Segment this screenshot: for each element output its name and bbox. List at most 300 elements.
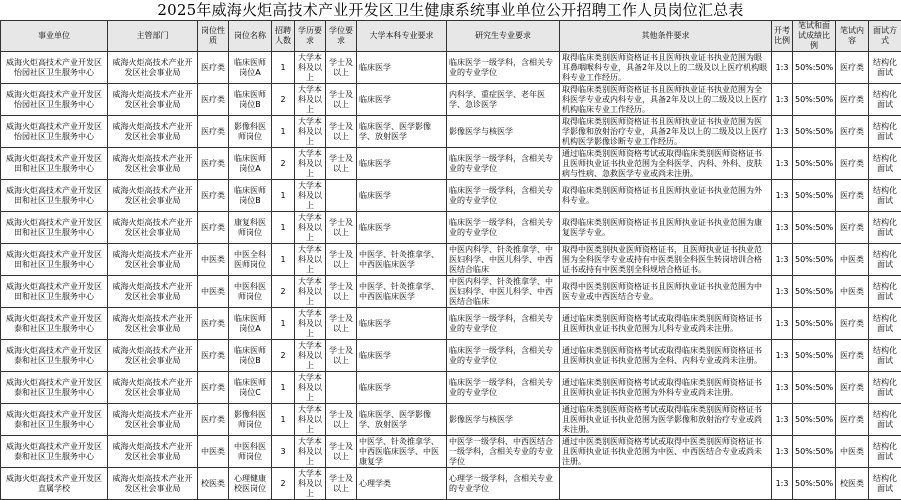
cell-text: 中医内科学、针灸推拿学、中医妇科学、中医儿科学、中西医结合临床	[449, 244, 553, 274]
cell-text: 校医类	[840, 478, 864, 488]
cell-exam-ratio	[772, 116, 793, 148]
cell-text: 临床医学	[359, 190, 391, 200]
table-row	[1, 404, 901, 436]
cell-unit	[1, 404, 108, 436]
cell-text: 结构化面试	[873, 345, 897, 365]
cell-text: 临床医师岗位A	[234, 313, 266, 333]
cell-text: 威海火炬高技术产业开发区直属学校	[6, 473, 102, 493]
cell-post-name	[229, 84, 272, 116]
cell-exam-ratio	[772, 372, 793, 404]
cell-text: 通过临床类别医师资格考试或取得临床类别医师资格证书且医师执业证书执业范围为全科、内科专业或尚未注册。	[562, 345, 762, 365]
cell-text: 医疗类	[840, 94, 864, 104]
cell-text: 大学本科及以上	[298, 468, 322, 498]
cell-text: 临床医学	[359, 62, 391, 72]
cell-text: 威海火炬高技术产业开发区怡园社区卫生服务中心	[6, 57, 102, 77]
cell-written-exam	[836, 340, 869, 372]
cell-post-type	[198, 116, 229, 148]
cell-text: 威海火炬高技术产业开发区社会事业局	[112, 377, 193, 397]
cell-text: 1:3	[775, 286, 789, 296]
cell-exam-ratio	[772, 308, 793, 340]
cell-text: 医疗类	[840, 222, 864, 232]
cell-post-name	[229, 468, 272, 500]
cell-graduate-major	[447, 148, 560, 180]
cell-department	[108, 180, 198, 212]
cell-score-ratio	[793, 116, 836, 148]
cell-text: 3	[280, 446, 286, 456]
cell-graduate-major	[447, 372, 560, 404]
cell-degree	[326, 52, 357, 84]
cell-text: 医疗类	[840, 318, 864, 328]
cell-other-requirements	[560, 468, 772, 500]
cell-text: 1:3	[775, 446, 789, 456]
cell-text: 50%:50%	[795, 318, 833, 328]
cell-unit	[1, 212, 108, 244]
cell-text: 威海火炬高技术产业开发区泰和社区卫生服务中心	[6, 409, 102, 429]
cell-exam-ratio	[772, 148, 793, 180]
cell-undergrad-major	[357, 468, 447, 500]
cell-post-type	[198, 436, 229, 468]
cell-graduate-major	[447, 340, 560, 372]
cell-post-name	[229, 148, 272, 180]
cell-text: 结构化面试	[873, 121, 897, 141]
column-header-unit: 事业单位	[1, 21, 108, 52]
column-header-post-type: 岗位性质	[198, 21, 229, 52]
cell-headcount	[272, 436, 295, 468]
cell-unit	[1, 436, 108, 468]
cell-interview-method	[869, 404, 901, 436]
cell-text: 威海火炬高技术产业开发区泰和社区卫生服务中心	[6, 345, 102, 365]
cell-text: 医疗类	[201, 62, 225, 72]
cell-score-ratio	[793, 404, 836, 436]
cell-interview-method	[869, 276, 901, 308]
cell-unit	[1, 276, 108, 308]
cell-text: 通过临床类别医师资格考试或取得临床类别医师资格证书且医师执业证书执业范围为儿科专业或尚未注册。	[562, 313, 762, 333]
cell-other-requirements	[560, 372, 772, 404]
cell-text: 50%:50%	[795, 478, 833, 488]
cell-education	[295, 340, 326, 372]
column-header-headcount: 招聘人数	[272, 21, 295, 52]
cell-interview-method	[869, 468, 901, 500]
cell-undergrad-major	[357, 84, 447, 116]
cell-text: 学士及以上	[329, 345, 353, 365]
cell-unit	[1, 116, 108, 148]
cell-text: 大学本科及以上	[298, 212, 322, 242]
cell-post-name	[229, 244, 272, 276]
cell-interview-method	[869, 180, 901, 212]
cell-headcount	[272, 404, 295, 436]
table-row	[1, 148, 901, 180]
cell-headcount	[272, 308, 295, 340]
cell-text: 威海火炬高技术产业开发区社会事业局	[112, 473, 193, 493]
cell-score-ratio	[793, 84, 836, 116]
column-header-post-name: 岗位名称	[229, 21, 272, 52]
cell-text: 1:3	[775, 190, 789, 200]
cell-degree	[326, 308, 357, 340]
cell-written-exam	[836, 52, 869, 84]
cell-post-type	[198, 212, 229, 244]
cell-written-exam	[836, 180, 869, 212]
cell-exam-ratio	[772, 276, 793, 308]
cell-degree	[326, 116, 357, 148]
cell-graduate-major	[447, 436, 560, 468]
cell-text: 影像医学与核医学	[449, 126, 513, 136]
cell-text: 大学本科及以上	[298, 404, 322, 434]
cell-text: 威海火炬高技术产业开发区社会事业局	[112, 57, 193, 77]
cell-degree	[326, 436, 357, 468]
cell-text: 取得中医类别执业医师资格证书，且医师执业证书执业范围为全科医学专业或持有中医类别全科医生转岗培训合格证书或持有中医类别全科规培合格证书。	[562, 244, 762, 274]
cell-unit	[1, 340, 108, 372]
cell-text: 50%:50%	[795, 126, 833, 136]
cell-post-name	[229, 404, 272, 436]
cell-text: 学士及以上	[329, 121, 353, 141]
cell-text: 1:3	[775, 62, 789, 72]
cell-undergrad-major	[357, 404, 447, 436]
cell-text: 临床医学一级学科，含相关专业的专业学位	[449, 153, 553, 173]
cell-text: 50%:50%	[795, 190, 833, 200]
cell-other-requirements	[560, 84, 772, 116]
cell-text: 临床医学一级学科，含相关专业的专业学位	[449, 377, 553, 397]
cell-text: 医疗类	[840, 62, 864, 72]
cell-written-exam	[836, 308, 869, 340]
cell-headcount	[272, 116, 295, 148]
cell-text: 50%:50%	[795, 62, 833, 72]
cell-undergrad-major	[357, 180, 447, 212]
cell-text: 1	[280, 126, 286, 136]
cell-text: 威海火炬高技术产业开发区田和社区卫生服务中心	[6, 185, 102, 205]
cell-interview-method	[869, 84, 901, 116]
cell-text: 1	[280, 318, 286, 328]
cell-score-ratio	[793, 308, 836, 340]
cell-text: 中医科医师岗位	[234, 441, 266, 461]
cell-score-ratio	[793, 148, 836, 180]
cell-text: 威海火炬高技术产业开发区社会事业局	[112, 217, 193, 237]
cell-text: 结构化面试	[873, 153, 897, 173]
cell-post-type	[198, 308, 229, 340]
cell-department	[108, 308, 198, 340]
cell-score-ratio	[793, 468, 836, 500]
cell-undergrad-major	[357, 244, 447, 276]
cell-text: 大学本科及以上	[298, 308, 322, 338]
cell-text: 1:3	[775, 414, 789, 424]
cell-written-exam	[836, 436, 869, 468]
table-row	[1, 52, 901, 84]
cell-text: 医疗类	[840, 350, 864, 360]
cell-text: 医疗类	[201, 158, 225, 168]
cell-text: 临床医学、医学影像学、放射医学	[359, 121, 431, 141]
cell-text: 威海火炬高技术产业开发区怡园社区卫生服务中心	[6, 121, 102, 141]
cell-text: 通过临床类别医师资格考试或取得临床类别医师资格证书且医师执业证书执业范围为全科医学、内科、外科、皮肤病与性病、急救医学专业或尚未注册。	[562, 148, 762, 178]
table-row	[1, 116, 901, 148]
cell-text: 取得临床类别医师资格证书且医师执业证书执业范围为医学影像和放射治疗专业，具备2年及以上的二级及以上医疗机构医学影像诊断专业工作经历。	[562, 116, 768, 146]
cell-text: 通过临床类别医师资格考试或取得临床类别医师资格证书且医师执业证书执业范围为医学影像和放射治疗专业或尚未注册。	[562, 404, 762, 434]
cell-text: 医疗类	[201, 318, 225, 328]
column-header-exam-ratio: 开考比例	[772, 21, 793, 52]
cell-graduate-major	[447, 212, 560, 244]
cell-department	[108, 148, 198, 180]
cell-text: 学士及以上	[329, 313, 353, 333]
column-header-other-requirements: 其他条件要求	[560, 21, 772, 52]
cell-written-exam	[836, 212, 869, 244]
cell-education	[295, 372, 326, 404]
cell-score-ratio	[793, 212, 836, 244]
page-title: 2025年威海火炬高技术产业开发区卫生健康系统事业单位公开招聘工作人员岗位汇总表	[157, 1, 744, 19]
cell-text: 临床医师岗位B	[234, 345, 266, 365]
cell-exam-ratio	[772, 468, 793, 500]
cell-post-type	[198, 276, 229, 308]
cell-post-type	[198, 84, 229, 116]
cell-text: 大学本科及以上	[298, 116, 322, 146]
cell-text: 结构化面试	[873, 377, 897, 397]
cell-text: 中医学一级学科、中西医结合一级学科，含相关专业的专业学位	[449, 436, 553, 466]
cell-text: 影像科医师岗位	[234, 121, 266, 141]
cell-written-exam	[836, 404, 869, 436]
cell-headcount	[272, 276, 295, 308]
cell-education	[295, 244, 326, 276]
cell-text: 大学本科及以上	[298, 372, 322, 402]
cell-interview-method	[869, 308, 901, 340]
cell-text: 威海火炬高技术产业开发区社会事业局	[112, 345, 193, 365]
cell-text: 学士及以上	[329, 249, 353, 269]
cell-text: 威海火炬高技术产业开发区田和社区卫生服务中心	[6, 281, 102, 301]
cell-text: 50%:50%	[795, 382, 833, 392]
cell-text: 临床医学一级学科，含相关专业的专业学位	[449, 217, 553, 237]
table-header-row	[1, 21, 901, 52]
cell-post-name	[229, 372, 272, 404]
cell-headcount	[272, 372, 295, 404]
cell-text: 通过中医类别医师资格考试或取得中医类别医师资格证书且医师执业证书执业范围为中医、中西医结合专业或尚未注册。	[562, 436, 762, 466]
cell-education	[295, 276, 326, 308]
cell-unit	[1, 84, 108, 116]
cell-graduate-major	[447, 404, 560, 436]
cell-text: 心理学一级学科，含相关专业的专业学位	[449, 473, 553, 493]
cell-post-type	[198, 52, 229, 84]
cell-text: 1:3	[775, 126, 789, 136]
cell-text: 临床医学	[359, 382, 391, 392]
cell-text: 通过临床类别医师资格考试或取得临床类别医师资格证书且医师执业证书执业范围为外科专业或尚未注册。	[562, 377, 762, 397]
cell-text: 2	[280, 478, 286, 488]
cell-other-requirements	[560, 340, 772, 372]
cell-post-name	[229, 436, 272, 468]
cell-text: 2	[280, 286, 286, 296]
cell-post-name	[229, 52, 272, 84]
cell-undergrad-major	[357, 308, 447, 340]
cell-post-name	[229, 276, 272, 308]
cell-text: 1	[280, 382, 286, 392]
cell-interview-method	[869, 148, 901, 180]
cell-post-name	[229, 340, 272, 372]
cell-text: 50%:50%	[795, 254, 833, 264]
cell-text: 中医类	[201, 254, 225, 264]
cell-graduate-major	[447, 244, 560, 276]
cell-text: 影像医学与核医学	[449, 414, 513, 424]
column-header-written-exam: 笔试内容	[836, 21, 869, 52]
cell-headcount	[272, 212, 295, 244]
cell-text: 结构化面试	[873, 217, 897, 237]
cell-degree	[326, 276, 357, 308]
cell-text: 中医内科学、针灸推拿学、中医妇科学、中医儿科学、中西医结合临床	[449, 276, 553, 306]
cell-text: 结构化面试	[873, 249, 897, 269]
cell-department	[108, 436, 198, 468]
cell-text: 医疗类	[201, 382, 225, 392]
cell-unit	[1, 148, 108, 180]
cell-text: 学士及以上	[329, 473, 353, 493]
cell-graduate-major	[447, 116, 560, 148]
cell-text: 1:3	[775, 478, 789, 488]
cell-department	[108, 468, 198, 500]
cell-text: 中医类	[840, 254, 864, 264]
cell-written-exam	[836, 468, 869, 500]
cell-text: 50%:50%	[795, 350, 833, 360]
cell-undergrad-major	[357, 276, 447, 308]
cell-text: 临床医学	[359, 350, 391, 360]
cell-text: 取得临床类别医师资格证书且医师执业证书执业范围为康复医学专业。	[562, 217, 762, 237]
cell-score-ratio	[793, 276, 836, 308]
cell-text: 取得中医类别医师资格证书且医师执业证书执业范围为中医专业或中西医结合专业。	[562, 281, 762, 301]
cell-degree	[326, 84, 357, 116]
cell-other-requirements	[560, 148, 772, 180]
table-row	[1, 180, 901, 212]
cell-degree	[326, 212, 357, 244]
column-header-score-ratio: 笔试和面试成绩比例	[793, 21, 836, 52]
cell-post-name	[229, 212, 272, 244]
cell-education	[295, 212, 326, 244]
cell-text: 内科学、重症医学、老年医学、急诊医学	[449, 89, 545, 109]
cell-exam-ratio	[772, 340, 793, 372]
cell-text: 1:3	[775, 94, 789, 104]
cell-department	[108, 404, 198, 436]
cell-unit	[1, 52, 108, 84]
cell-education	[295, 148, 326, 180]
cell-text: 临床医师岗位C	[234, 377, 266, 397]
cell-text: 医疗类	[840, 382, 864, 392]
cell-other-requirements	[560, 212, 772, 244]
cell-undergrad-major	[357, 148, 447, 180]
column-header-education: 学历要求	[295, 21, 326, 52]
cell-text: 威海火炬高技术产业开发区社会事业局	[112, 281, 193, 301]
cell-exam-ratio	[772, 180, 793, 212]
cell-undergrad-major	[357, 116, 447, 148]
cell-undergrad-major	[357, 340, 447, 372]
table-row	[1, 436, 901, 468]
cell-text: 50%:50%	[795, 446, 833, 456]
cell-text: 1	[280, 62, 286, 72]
cell-education	[295, 116, 326, 148]
cell-text: 结构化面试	[873, 473, 897, 493]
cell-text: 影像科医师岗位	[234, 409, 266, 429]
cell-undergrad-major	[357, 52, 447, 84]
cell-text: 50%:50%	[795, 286, 833, 296]
cell-score-ratio	[793, 180, 836, 212]
table-row	[1, 84, 901, 116]
cell-exam-ratio	[772, 244, 793, 276]
cell-unit	[1, 244, 108, 276]
cell-text: 1	[280, 222, 286, 232]
cell-text: 临床医学	[359, 318, 391, 328]
cell-headcount	[272, 180, 295, 212]
cell-text: 临床医学一级学科，含相关专业的专业学位	[449, 345, 553, 365]
cell-text: 威海火炬高技术产业开发区田和社区卫生服务中心	[6, 217, 102, 237]
cell-text: 结构化面试	[873, 281, 897, 301]
cell-unit	[1, 468, 108, 500]
cell-text: 医疗类	[201, 222, 225, 232]
cell-degree	[326, 244, 357, 276]
cell-text: 大学本科及以上	[298, 148, 322, 178]
cell-degree	[326, 340, 357, 372]
cell-headcount	[272, 148, 295, 180]
cell-text: 威海火炬高技术产业开发区社会事业局	[112, 249, 193, 269]
cell-text: 威海火炬高技术产业开发区社会事业局	[112, 409, 193, 429]
cell-text: 临床医师岗位B	[234, 89, 266, 109]
cell-text: 中医学、针灸推拿学、中西医临床医学	[359, 281, 439, 301]
cell-text: 威海火炬高技术产业开发区怡园社区卫生服务中心	[6, 89, 102, 109]
cell-text: 医疗类	[201, 94, 225, 104]
cell-text: 心理健康校医岗位	[234, 473, 266, 493]
cell-text: 大学本科及以上	[298, 180, 322, 210]
cell-interview-method	[869, 372, 901, 404]
cell-education	[295, 180, 326, 212]
cell-post-name	[229, 116, 272, 148]
cell-text: 50%:50%	[795, 94, 833, 104]
cell-text: 2	[280, 94, 286, 104]
cell-interview-method	[869, 52, 901, 84]
cell-text: 医疗类	[840, 158, 864, 168]
cell-text: 学士及以上	[329, 409, 353, 429]
cell-degree	[326, 468, 357, 500]
cell-text: 临床医师岗位A	[234, 153, 266, 173]
cell-text: 威海火炬高技术产业开发区泰和社区卫生服务中心	[6, 441, 102, 461]
table-row	[1, 244, 901, 276]
cell-graduate-major	[447, 52, 560, 84]
cell-education	[295, 308, 326, 340]
cell-degree	[326, 148, 357, 180]
cell-text: 50%:50%	[795, 414, 833, 424]
cell-text: 威海火炬高技术产业开发区泰和社区卫生服务中心	[6, 313, 102, 333]
cell-text: 中医类	[201, 286, 225, 296]
cell-text: 结构化面试	[873, 409, 897, 429]
column-header-graduate-major: 研究生专业要求	[447, 21, 560, 52]
cell-headcount	[272, 468, 295, 500]
cell-text: 1:3	[775, 254, 789, 264]
cell-text: 学士及以上	[329, 57, 353, 77]
cell-text: 50%:50%	[795, 158, 833, 168]
cell-text: 医疗类	[201, 350, 225, 360]
cell-interview-method	[869, 340, 901, 372]
cell-text: 取得临床类别医师资格证书且医师执业证书执业范围为眼耳鼻咽喉科专业，具备2年及以上的二级及以上医疗机构眼科专业工作经历。	[562, 52, 768, 82]
cell-degree	[326, 372, 357, 404]
cell-education	[295, 436, 326, 468]
table-row	[1, 276, 901, 308]
cell-text: 康复科医师岗位	[234, 217, 266, 237]
cell-text: 临床医师岗位B	[234, 185, 266, 205]
cell-text: 医疗类	[840, 126, 864, 136]
cell-text: 威海火炬高技术产业开发区社会事业局	[112, 313, 193, 333]
cell-text: 威海火炬高技术产业开发区社会事业局	[112, 185, 193, 205]
table-body	[1, 52, 901, 500]
table-row	[1, 308, 901, 340]
cell-other-requirements	[560, 436, 772, 468]
cell-post-name	[229, 308, 272, 340]
cell-education	[295, 404, 326, 436]
cell-text: 临床医学一级学科，含相关专业的专业学位	[449, 185, 553, 205]
cell-text: 临床医学、医学影像学、放射医学	[359, 409, 431, 429]
cell-score-ratio	[793, 52, 836, 84]
cell-text: 2	[280, 158, 286, 168]
cell-exam-ratio	[772, 436, 793, 468]
cell-written-exam	[836, 148, 869, 180]
cell-text: 学士及以上	[329, 89, 353, 109]
cell-text: 心理学类	[359, 478, 391, 488]
cell-department	[108, 372, 198, 404]
